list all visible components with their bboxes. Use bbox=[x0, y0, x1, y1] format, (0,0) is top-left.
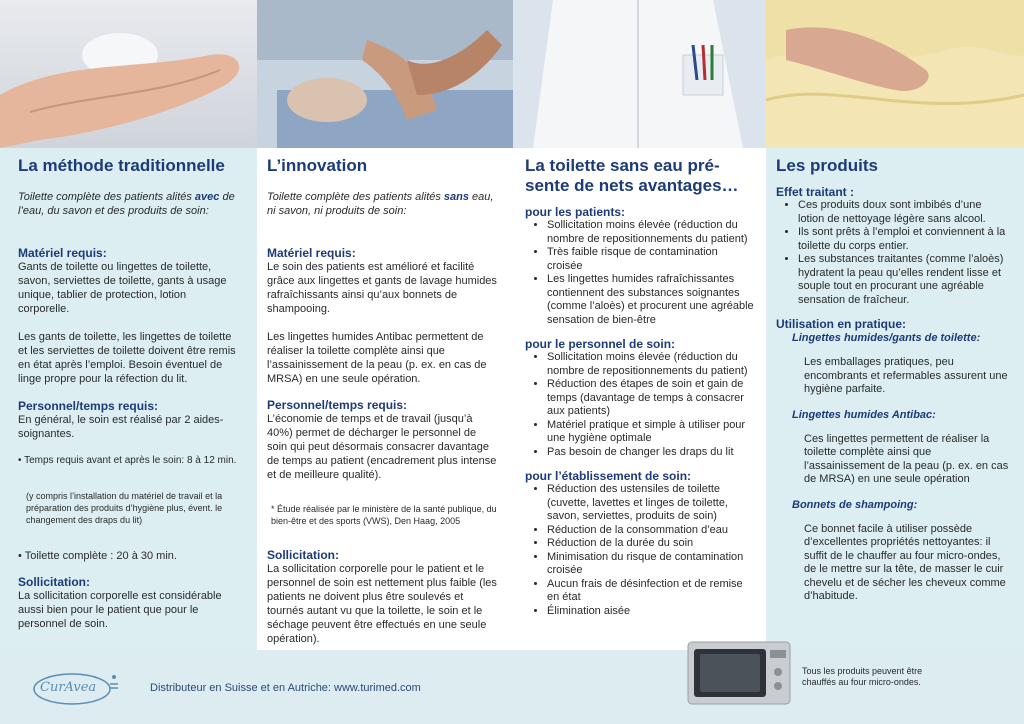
sub-heading-antibac: Lingettes humides Antibac: bbox=[792, 408, 936, 421]
intro-text: Toilette complète des patients alités avec de l’eau, du savon et des produits de soin: bbox=[18, 191, 235, 217]
section-title: Les produits bbox=[776, 156, 879, 175]
logo-text: CurAvea bbox=[40, 680, 97, 695]
column-innovation bbox=[257, 148, 513, 650]
column-traditional bbox=[0, 148, 257, 650]
photo-holding-hands bbox=[257, 0, 513, 148]
photo-nurse-coat bbox=[513, 0, 766, 148]
list-item: • Élimination aisée bbox=[547, 605, 756, 619]
heading-sollicitation: Sollicitation: bbox=[267, 548, 339, 562]
microwave-note: Tous les produits peuvent être chauffés au four micro-ondes. bbox=[802, 666, 923, 687]
materiel-text-2: Les gants de toilette, les lingettes de toilette et les serviettes de toilette doivent être remis en état après l’emploi. Besoin éventuel de linge propre pour la réfection du lit. bbox=[18, 331, 236, 385]
personnel-text: En général, le soin est réalisé par 2 aides-soignantes. bbox=[18, 414, 224, 440]
materiel-text-2: Les lingettes humides Antibac permettent de réaliser la toilette complète ainsi que l’assainissement de la peau (p. ex. en cas de MRSA) en une seule opération. bbox=[267, 331, 487, 385]
lingettes-text: Les emballages pratiques, peu encombrants et refermables assurent une hygiène parfaite. bbox=[804, 356, 1008, 395]
sollicitation-text: La sollicitation corporelle pour le patient et le personnel de soin est nettement plus faible (les patients ne doivent plus être soulevés et tournés autant vu que la toilette, le soin et le séchage peuvent être effectués en une seule opération). bbox=[267, 563, 497, 645]
heading-materiel: Matériel requis: bbox=[267, 246, 356, 260]
microwave-image bbox=[686, 640, 792, 708]
materiel-text: Gants de toilette ou lingettes de toilette, savon, serviettes de toilette, gants à usage unique, tablier de protection, lotion corporelle. bbox=[18, 261, 227, 315]
column-advantages bbox=[513, 148, 766, 650]
heading-etablissement: pour l’établissement de soin: bbox=[525, 469, 692, 483]
sollicitation-text: La sollicitation corporelle est considérable aussi bien pour le patient que pour le personnel de soin. bbox=[18, 590, 222, 630]
list-item: • Sollicitation moins élevée (réduction du nombre de repositionnements du patient) bbox=[547, 351, 756, 378]
temps-note: (y compris l’installation du matériel de travail et la préparation des produits d’hygiène plus, évent. le changement des draps du lit) bbox=[26, 491, 223, 525]
list-item: • Les substances traitantes (comme l’aloès) hydratent la peau qu’elles rendent lisse et souple tout en procurant une agréable sensation de fraîcheur. bbox=[798, 253, 1010, 307]
heading-personnel: Personnel/temps requis: bbox=[18, 399, 159, 413]
list-item: • Ces produits doux sont imbibés d’une lotion de nettoyage légère sans alcool. bbox=[798, 199, 1010, 226]
list-item: • Aucun frais de désinfection et de remise en état bbox=[547, 578, 756, 605]
antibac-text: Ces lingettes permettent de réaliser la toilette complète ainsi que l’assainissement de la peau (p. ex. en cas de MRSA) en une seule opération bbox=[804, 432, 1009, 485]
etablissement-list bbox=[525, 483, 756, 618]
intro-text: Toilette complète des patients alités sans eau, ni savon, ni produits de soin: bbox=[267, 191, 494, 217]
list-item: • Minimisation du risque de contamination croisée bbox=[547, 551, 756, 578]
footnote: * Étude réalisée par le ministère de la santé publique, du bien-être et des sports (VWS), Den Haag, 2005 bbox=[271, 504, 497, 526]
section-title: La méthode traditionnelle bbox=[18, 156, 225, 175]
heading-personnel: Personnel/temps requis: bbox=[267, 398, 408, 412]
toilette-bullet: • Toilette complète : 20 à 30 min. bbox=[18, 550, 177, 562]
heading-utilisation: Utilisation en pratique: bbox=[776, 317, 907, 331]
list-item: • Ils sont prêts à l’emploi et conviennent à la toilette du corps entier. bbox=[798, 226, 1010, 253]
effet-list bbox=[776, 199, 1010, 307]
list-item: • Matériel pratique et simple à utiliser pour une hygiène optimale bbox=[547, 419, 756, 446]
heading-materiel: Matériel requis: bbox=[18, 246, 107, 260]
list-item: • Pas besoin de changer les draps du lit bbox=[547, 446, 756, 460]
bonnets-text: Ce bonnet facile à utiliser possède d’excellentes propriétés nettoyantes: il suffit de le chauffer au four micro-ondes, de le mettre sur la tête, de masser le cuir chevelu et de sécher les cheveux comme d’habitude. bbox=[804, 522, 1006, 602]
column-products bbox=[766, 148, 1024, 650]
heading-sollicitation: Sollicitation: bbox=[18, 575, 90, 589]
photo-hand-foam bbox=[0, 0, 257, 148]
list-item: • Réduction de la consommation d’eau bbox=[547, 524, 756, 538]
sub-heading-lingettes: Lingettes humides/gants de toilette: bbox=[792, 332, 981, 344]
photo-hand-on-towel bbox=[766, 0, 1024, 148]
list-item: • Très faible risque de contamination croisée bbox=[547, 246, 756, 273]
section-title: La toilette sans eau pré-sente de nets avantages… bbox=[525, 156, 739, 195]
heading-patients: pour les patients: bbox=[525, 205, 626, 219]
list-item: • Les lingettes humides rafraîchissantes contiennent des substances soignantes (comme l’aloès) et procurent une agréable sensation de bien-être bbox=[547, 273, 756, 327]
list-item: • Sollicitation moins élevée (réduction du nombre de repositionnements du patient) bbox=[547, 219, 756, 246]
heading-effet: Effet traitant : bbox=[776, 185, 854, 199]
personnel-list bbox=[525, 351, 756, 459]
heading-personnel: pour le personnel de soin: bbox=[525, 337, 676, 351]
list-item: • Réduction des ustensiles de toilette (cuvette, lavettes et linges de toilette, savon, serviettes, produits de soin) bbox=[547, 483, 756, 524]
footer bbox=[0, 650, 1024, 724]
personnel-text: L’économie de temps et de travail (jusqu’à 40%) permet de décharger le personnel de soin qui peut désormais consacrer davantage de temps au patient (encadrement plus intense et de meilleure qualité). bbox=[267, 413, 497, 481]
list-item: • Réduction de la durée du soin bbox=[547, 537, 756, 551]
curavea-logo bbox=[30, 668, 122, 708]
list-item: • Réduction des étapes de soin et gain de temps (davantage de temps à consacrer aux patients) bbox=[547, 378, 756, 419]
temps-bullet: • Temps requis avant et après le soin: 8 à 12 min. bbox=[18, 455, 237, 466]
patients-list bbox=[525, 219, 756, 327]
distributor-text: Distributeur en Suisse et en Autriche: www.turimed.com bbox=[150, 682, 421, 694]
section-title: L’innovation bbox=[267, 156, 368, 175]
materiel-text: Le soin des patients est amélioré et facilité grâce aux lingettes et gants de lavage humides rafraîchissants ainsi qu’aux bonnets de shampooing. bbox=[267, 261, 497, 315]
sub-heading-bonnets: Bonnets de shampoing: bbox=[792, 498, 918, 511]
